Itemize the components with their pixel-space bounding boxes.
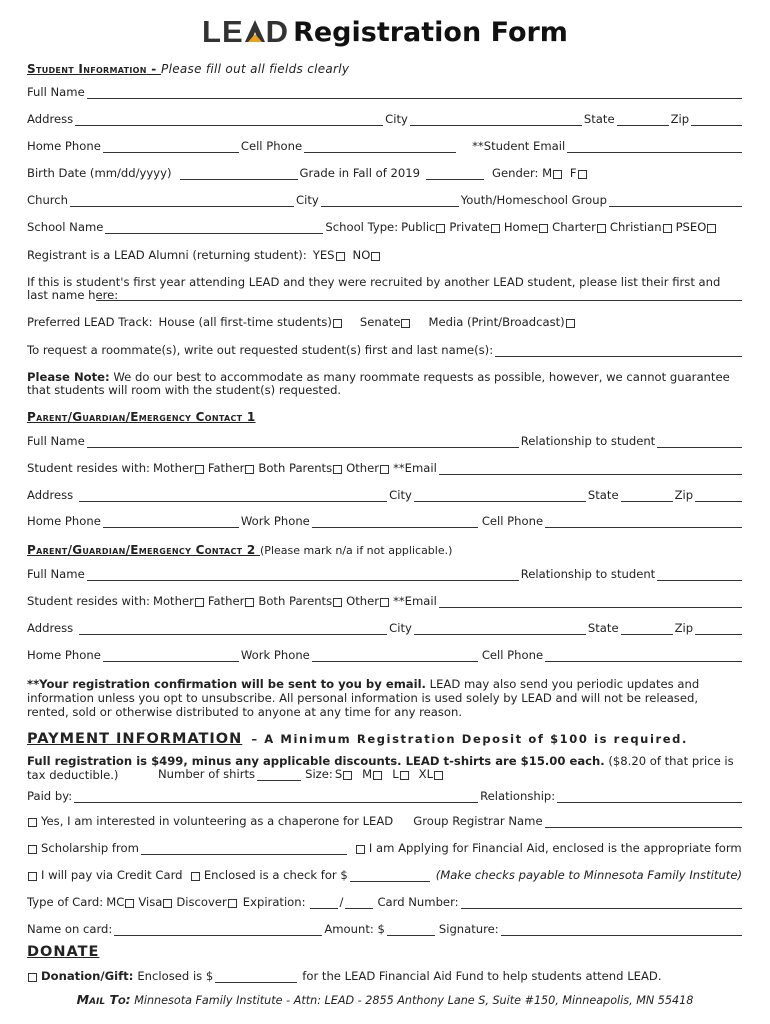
contact1-mother-checkbox[interactable] xyxy=(195,465,204,474)
birth-date-label: Birth Date (mm/dd/yyyy) xyxy=(27,166,172,180)
contact1-other-checkbox[interactable] xyxy=(380,465,389,474)
home-phone-field[interactable] xyxy=(103,140,239,153)
card-number-label: Card Number: xyxy=(377,895,459,909)
size-s-checkbox[interactable] xyxy=(343,771,352,780)
form-header xyxy=(0,14,770,50)
roommate-field[interactable] xyxy=(495,344,742,357)
financial-aid-checkbox[interactable] xyxy=(356,845,365,854)
card-discover-label: Discover xyxy=(176,895,227,909)
contact1-email-field[interactable] xyxy=(439,462,742,475)
contact1-phone-row xyxy=(27,515,742,528)
school-type-public-label: Public xyxy=(401,220,436,234)
track-media-checkbox[interactable] xyxy=(566,319,575,328)
contact2-both-checkbox[interactable] xyxy=(333,598,342,607)
contact1-city-label: City xyxy=(389,488,412,502)
school-type-christian-checkbox[interactable] xyxy=(663,224,672,233)
card-visa-label: Visa xyxy=(138,895,163,909)
school-type-christian-label: Christian xyxy=(609,220,662,234)
student-heading-text: Student Information xyxy=(27,62,147,76)
contact1-both-checkbox[interactable] xyxy=(333,465,342,474)
school-type-pseo-label: PSEO xyxy=(675,220,707,234)
donate-heading-text: DONATE xyxy=(27,944,100,960)
name-on-card-field[interactable] xyxy=(114,923,322,936)
contact1-full-name-field[interactable] xyxy=(87,435,519,448)
donate-heading xyxy=(27,944,99,960)
note-label: Please Note: xyxy=(27,370,110,384)
grade-field[interactable] xyxy=(426,167,484,180)
card-visa-checkbox[interactable] xyxy=(163,899,172,908)
mail-to xyxy=(0,992,770,1007)
contact2-relationship-label: Relationship to student xyxy=(520,567,656,581)
payment-heading xyxy=(27,728,688,747)
page-title: Registration Form xyxy=(293,16,568,48)
student-section-heading: Student Information - Please fill out all fields clearly xyxy=(27,62,350,76)
card-mc-label: MC xyxy=(106,895,125,909)
contact1-relationship-label: Relationship to student xyxy=(520,434,656,448)
contact2-email-field[interactable] xyxy=(439,595,742,608)
track-label: Preferred LEAD Track: xyxy=(27,315,153,329)
expiration-label: Expiration: xyxy=(242,895,306,909)
contact2-relationship-field[interactable] xyxy=(657,568,742,581)
school-type-charter-label: Charter xyxy=(552,220,596,234)
chaperone-checkbox[interactable] xyxy=(28,818,37,827)
full-name-label: Full Name xyxy=(27,85,85,99)
contact2-name-row xyxy=(27,568,742,581)
track-media-label: Media (Print/Broadcast) xyxy=(428,315,565,329)
group-registrar-field[interactable] xyxy=(545,815,742,828)
card-number-field[interactable] xyxy=(461,896,742,909)
contact1-heading xyxy=(27,410,256,424)
contact2-home-phone-field[interactable] xyxy=(103,649,239,662)
contact2-work-phone-field[interactable] xyxy=(312,649,478,662)
contact1-home-phone-label: Home Phone xyxy=(27,514,101,528)
contact2-other-label: Other xyxy=(346,594,380,608)
contact2-home-phone-label: Home Phone xyxy=(27,648,101,662)
amount-field[interactable] xyxy=(387,923,435,936)
donation-amount-field[interactable] xyxy=(215,970,297,983)
contact1-heading-text: Parent/Guardian/Emergency Contact 1 xyxy=(27,410,256,424)
contact1-city-field[interactable] xyxy=(414,489,586,502)
donation-checkbox[interactable] xyxy=(28,973,37,982)
group-registrar-label: Group Registrar Name xyxy=(413,814,543,828)
size-xl-label: XL xyxy=(418,767,434,781)
church-label: Church xyxy=(27,193,69,207)
contact2-zip-label: Zip xyxy=(674,621,694,635)
state-label: State xyxy=(583,112,615,126)
donation-purpose: for the LEAD Financial Aid Fund to help students attend LEAD. xyxy=(302,969,662,983)
alumni-label: Registrant is a LEAD Alumni (returning student): xyxy=(27,248,307,262)
recruited-field[interactable] xyxy=(96,288,742,301)
payment-price-bold: Full registration is $499, minus any applicable discounts. LEAD t-shirts are $15.00 each. xyxy=(27,754,605,768)
contact2-heading-text: Parent/Guardian/Emergency Contact 2 xyxy=(27,543,256,557)
contact1-father-label: Father xyxy=(207,461,245,475)
school-type-charter-checkbox[interactable] xyxy=(597,224,606,233)
scholarship-label: Scholarship from xyxy=(41,841,139,855)
contact2-cell-phone-field[interactable] xyxy=(545,649,742,662)
size-m-checkbox[interactable] xyxy=(373,771,382,780)
alumni-yes-label: YES xyxy=(312,248,335,262)
contact2-both-label: Both Parents xyxy=(258,594,333,608)
financial-aid-label: I am Applying for Financial Aid, enclosed is the appropriate form xyxy=(368,841,742,855)
size-xl-checkbox[interactable] xyxy=(434,771,443,780)
student-address-row xyxy=(27,113,742,126)
chaperone-label: Yes, I am interested in volunteering as a chaperone for LEAD xyxy=(41,814,394,828)
check-label: Enclosed is a check for $ xyxy=(203,868,348,882)
church-city-field[interactable] xyxy=(321,194,459,207)
size-l-label: L xyxy=(392,767,399,781)
contact2-cell-phone-label: Cell Phone xyxy=(481,648,544,662)
gender-f-label: F xyxy=(569,166,577,180)
card-mc-checkbox[interactable] xyxy=(125,899,134,908)
track-row xyxy=(27,316,742,329)
payment-relationship-field[interactable] xyxy=(557,790,742,803)
cell-phone-field[interactable] xyxy=(304,140,456,153)
contact2-other-checkbox[interactable] xyxy=(380,598,389,607)
contact1-state-field[interactable] xyxy=(621,489,673,502)
contact1-address-field[interactable] xyxy=(79,489,387,502)
student-church-row xyxy=(27,194,742,207)
city-field[interactable] xyxy=(410,113,582,126)
chaperone-row xyxy=(27,815,742,828)
paid-by-field[interactable] xyxy=(74,790,478,803)
student-school-row xyxy=(27,221,742,234)
name-on-card-row xyxy=(27,923,742,936)
gender-f-checkbox[interactable] xyxy=(578,170,587,179)
church-field[interactable] xyxy=(70,194,294,207)
contact1-cell-phone-label: Cell Phone xyxy=(481,514,544,528)
school-type-home-checkbox[interactable] xyxy=(539,224,548,233)
paid-by-label: Paid by: xyxy=(27,789,73,803)
check-note: (Make checks payable to Minnesota Family Institute) xyxy=(435,868,742,882)
card-discover-checkbox[interactable] xyxy=(228,899,237,908)
card-type-label: Type of Card: xyxy=(27,895,104,909)
contact1-work-phone-field[interactable] xyxy=(312,515,478,528)
scholarship-row xyxy=(27,842,742,855)
shirts-row xyxy=(158,768,447,781)
contact2-city-label: City xyxy=(389,621,412,635)
zip-field[interactable] xyxy=(691,113,742,126)
contact1-father-checkbox[interactable] xyxy=(245,465,254,474)
contact2-state-label: State xyxy=(587,621,619,635)
roommate-note xyxy=(27,371,742,397)
signature-label: Signature: xyxy=(438,922,499,936)
student-instructions: Please fill out all fields clearly xyxy=(161,62,350,76)
paid-by-row xyxy=(27,790,742,803)
check-amount-field[interactable] xyxy=(350,869,430,882)
payment-price-tax: ($8.20 of that price is tax deductible.) xyxy=(27,754,734,782)
scholarship-checkbox[interactable] xyxy=(28,845,37,854)
school-type-private-checkbox[interactable] xyxy=(491,224,500,233)
expiration-month-field[interactable] xyxy=(310,896,338,909)
track-senate-checkbox[interactable] xyxy=(401,319,410,328)
contact1-address-label: Address xyxy=(27,488,74,502)
address-field[interactable] xyxy=(75,113,383,126)
credit-card-row xyxy=(27,869,742,882)
donation-label: Donation/Gift: xyxy=(41,969,134,983)
credit-card-label: I will pay via Credit Card xyxy=(41,868,183,882)
student-phone-row xyxy=(27,140,742,153)
student-email-label: **Student Email xyxy=(472,139,566,153)
contact1-name-row xyxy=(27,435,742,448)
signature-field[interactable] xyxy=(501,923,742,936)
contact1-resides-label: Student resides with: xyxy=(27,461,150,475)
contact2-address-label: Address xyxy=(27,621,74,635)
contact2-work-phone-label: Work Phone xyxy=(240,648,310,662)
contact2-resides-row xyxy=(27,595,742,608)
email-note-bold: **Your registration confirmation will be sent to you by email. xyxy=(27,677,426,691)
contact2-full-name-field[interactable] xyxy=(87,568,519,581)
contact1-both-label: Both Parents xyxy=(258,461,333,475)
size-m-label: M xyxy=(362,767,373,781)
contact2-note: (Please mark n/a if not applicable.) xyxy=(260,544,453,557)
school-type-home-label: Home xyxy=(503,220,539,234)
student-birth-row xyxy=(27,167,742,180)
contact2-state-field[interactable] xyxy=(621,622,673,635)
track-senate-label: Senate xyxy=(359,315,401,329)
contact1-zip-field[interactable] xyxy=(695,489,742,502)
gender-m-checkbox[interactable] xyxy=(553,170,562,179)
contact2-heading xyxy=(27,543,452,557)
contact1-other-label: Other xyxy=(346,461,380,475)
contact1-zip-label: Zip xyxy=(674,488,694,502)
recruited-label: If this is student's first year attending LEAD and they were recruited by another LEAD student, please list their first and last name here: xyxy=(27,275,721,302)
address-label: Address xyxy=(27,112,74,126)
contact2-mother-checkbox[interactable] xyxy=(195,598,204,607)
church-city-label: City xyxy=(296,193,319,207)
card-type-row xyxy=(27,896,742,909)
contact1-address-row xyxy=(27,489,742,502)
grade-label: Grade in Fall of 2019 xyxy=(299,166,421,180)
gender-label: Gender: xyxy=(492,166,539,180)
payment-deposit: – A Minimum Registration Deposit of $100 is required. xyxy=(251,732,688,746)
school-name-label: School Name xyxy=(27,220,104,234)
email-note-text: LEAD may also send you periodic updates and information unless you opt to unsubscribe. All personal information is used solely by LEAD and will not be released, rented, sold or otherwise distributed to anyone at any time for any reason. xyxy=(27,677,700,719)
school-type-private-label: Private xyxy=(449,220,490,234)
check-checkbox[interactable] xyxy=(191,872,200,881)
name-on-card-label: Name on card: xyxy=(27,922,113,936)
credit-card-checkbox[interactable] xyxy=(28,872,37,881)
alumni-no-label: NO xyxy=(352,248,371,262)
size-label: Size: xyxy=(305,767,333,781)
gender-m-label: M xyxy=(542,166,553,180)
roommate-label: To request a roommate(s), write out requested student(s) first and last name(s): xyxy=(27,343,494,357)
contact2-address-row xyxy=(27,622,742,635)
city-label: City xyxy=(385,112,408,126)
scholarship-field[interactable] xyxy=(141,842,347,855)
contact1-email-label: **Email xyxy=(393,461,437,475)
contact2-zip-field[interactable] xyxy=(695,622,742,635)
donation-enclosed-label: Enclosed is $ xyxy=(137,969,214,983)
contact2-city-field[interactable] xyxy=(414,622,586,635)
track-house-checkbox[interactable] xyxy=(333,319,342,328)
expiration-year-field[interactable] xyxy=(345,896,373,909)
lead-logo: LE D xyxy=(202,14,290,49)
expiration-slash: / xyxy=(339,895,344,909)
mail-to-address: Minnesota Family Institute - Attn: LEAD - 2855 Anthony Lane S, Suite #150, Minneapolis, MN 55418 xyxy=(134,994,694,1007)
school-type-label: School Type: xyxy=(325,220,399,234)
contact2-address-field[interactable] xyxy=(79,622,387,635)
alumni-row xyxy=(27,249,742,262)
contact2-father-label: Father xyxy=(207,594,245,608)
track-house-label: House (all first-time students) xyxy=(158,315,332,329)
amount-label: Amount: $ xyxy=(324,922,385,936)
alumni-no-checkbox[interactable] xyxy=(371,252,380,261)
contact1-mother-label: Mother xyxy=(152,461,194,475)
donation-row xyxy=(27,970,742,983)
size-s-label: S xyxy=(334,767,343,781)
zip-label: Zip xyxy=(670,112,690,126)
birth-date-field[interactable] xyxy=(180,167,298,180)
alumni-yes-checkbox[interactable] xyxy=(336,252,345,261)
payment-heading-text: PAYMENT INFORMATION xyxy=(27,731,243,747)
contact2-resides-label: Student resides with: xyxy=(27,594,150,608)
home-phone-label: Home Phone xyxy=(27,139,101,153)
contact2-mother-label: Mother xyxy=(152,594,194,608)
youth-group-label: Youth/Homeschool Group xyxy=(460,193,607,207)
contact1-home-phone-field[interactable] xyxy=(103,515,239,528)
roommate-row xyxy=(27,344,742,357)
contact2-phone-row xyxy=(27,649,742,662)
contact1-work-phone-label: Work Phone xyxy=(240,514,310,528)
full-name-field[interactable] xyxy=(87,86,742,99)
school-type-public-checkbox[interactable] xyxy=(436,224,445,233)
cell-phone-label: Cell Phone xyxy=(240,139,303,153)
school-type-pseo-checkbox[interactable] xyxy=(707,224,716,233)
contact1-state-label: State xyxy=(587,488,619,502)
student-full-name-row xyxy=(27,86,742,99)
contact2-father-checkbox[interactable] xyxy=(245,598,254,607)
email-note xyxy=(27,677,742,719)
contact2-full-name-label: Full Name xyxy=(27,567,85,581)
state-field[interactable] xyxy=(617,113,669,126)
mail-to-label: Mail To: xyxy=(76,992,131,1007)
note-text: We do our best to accommodate as many roommate requests as possible, however, we cannot guarantee that students will room with the student(s) requested. xyxy=(27,370,730,397)
payment-relationship-label: Relationship: xyxy=(480,789,556,803)
size-l-checkbox[interactable] xyxy=(400,771,409,780)
student-email-field[interactable] xyxy=(567,140,742,153)
num-shirts-field[interactable] xyxy=(257,768,301,781)
contact1-resides-row xyxy=(27,462,742,475)
youth-group-field[interactable] xyxy=(609,194,742,207)
contact2-email-label: **Email xyxy=(393,594,437,608)
school-name-field[interactable] xyxy=(105,221,323,234)
num-shirts-label: Number of shirts xyxy=(158,767,256,781)
contact1-relationship-field[interactable] xyxy=(657,435,742,448)
lead-logo-a-mark xyxy=(245,20,265,42)
contact1-full-name-label: Full Name xyxy=(27,434,85,448)
contact1-cell-phone-field[interactable] xyxy=(545,515,742,528)
